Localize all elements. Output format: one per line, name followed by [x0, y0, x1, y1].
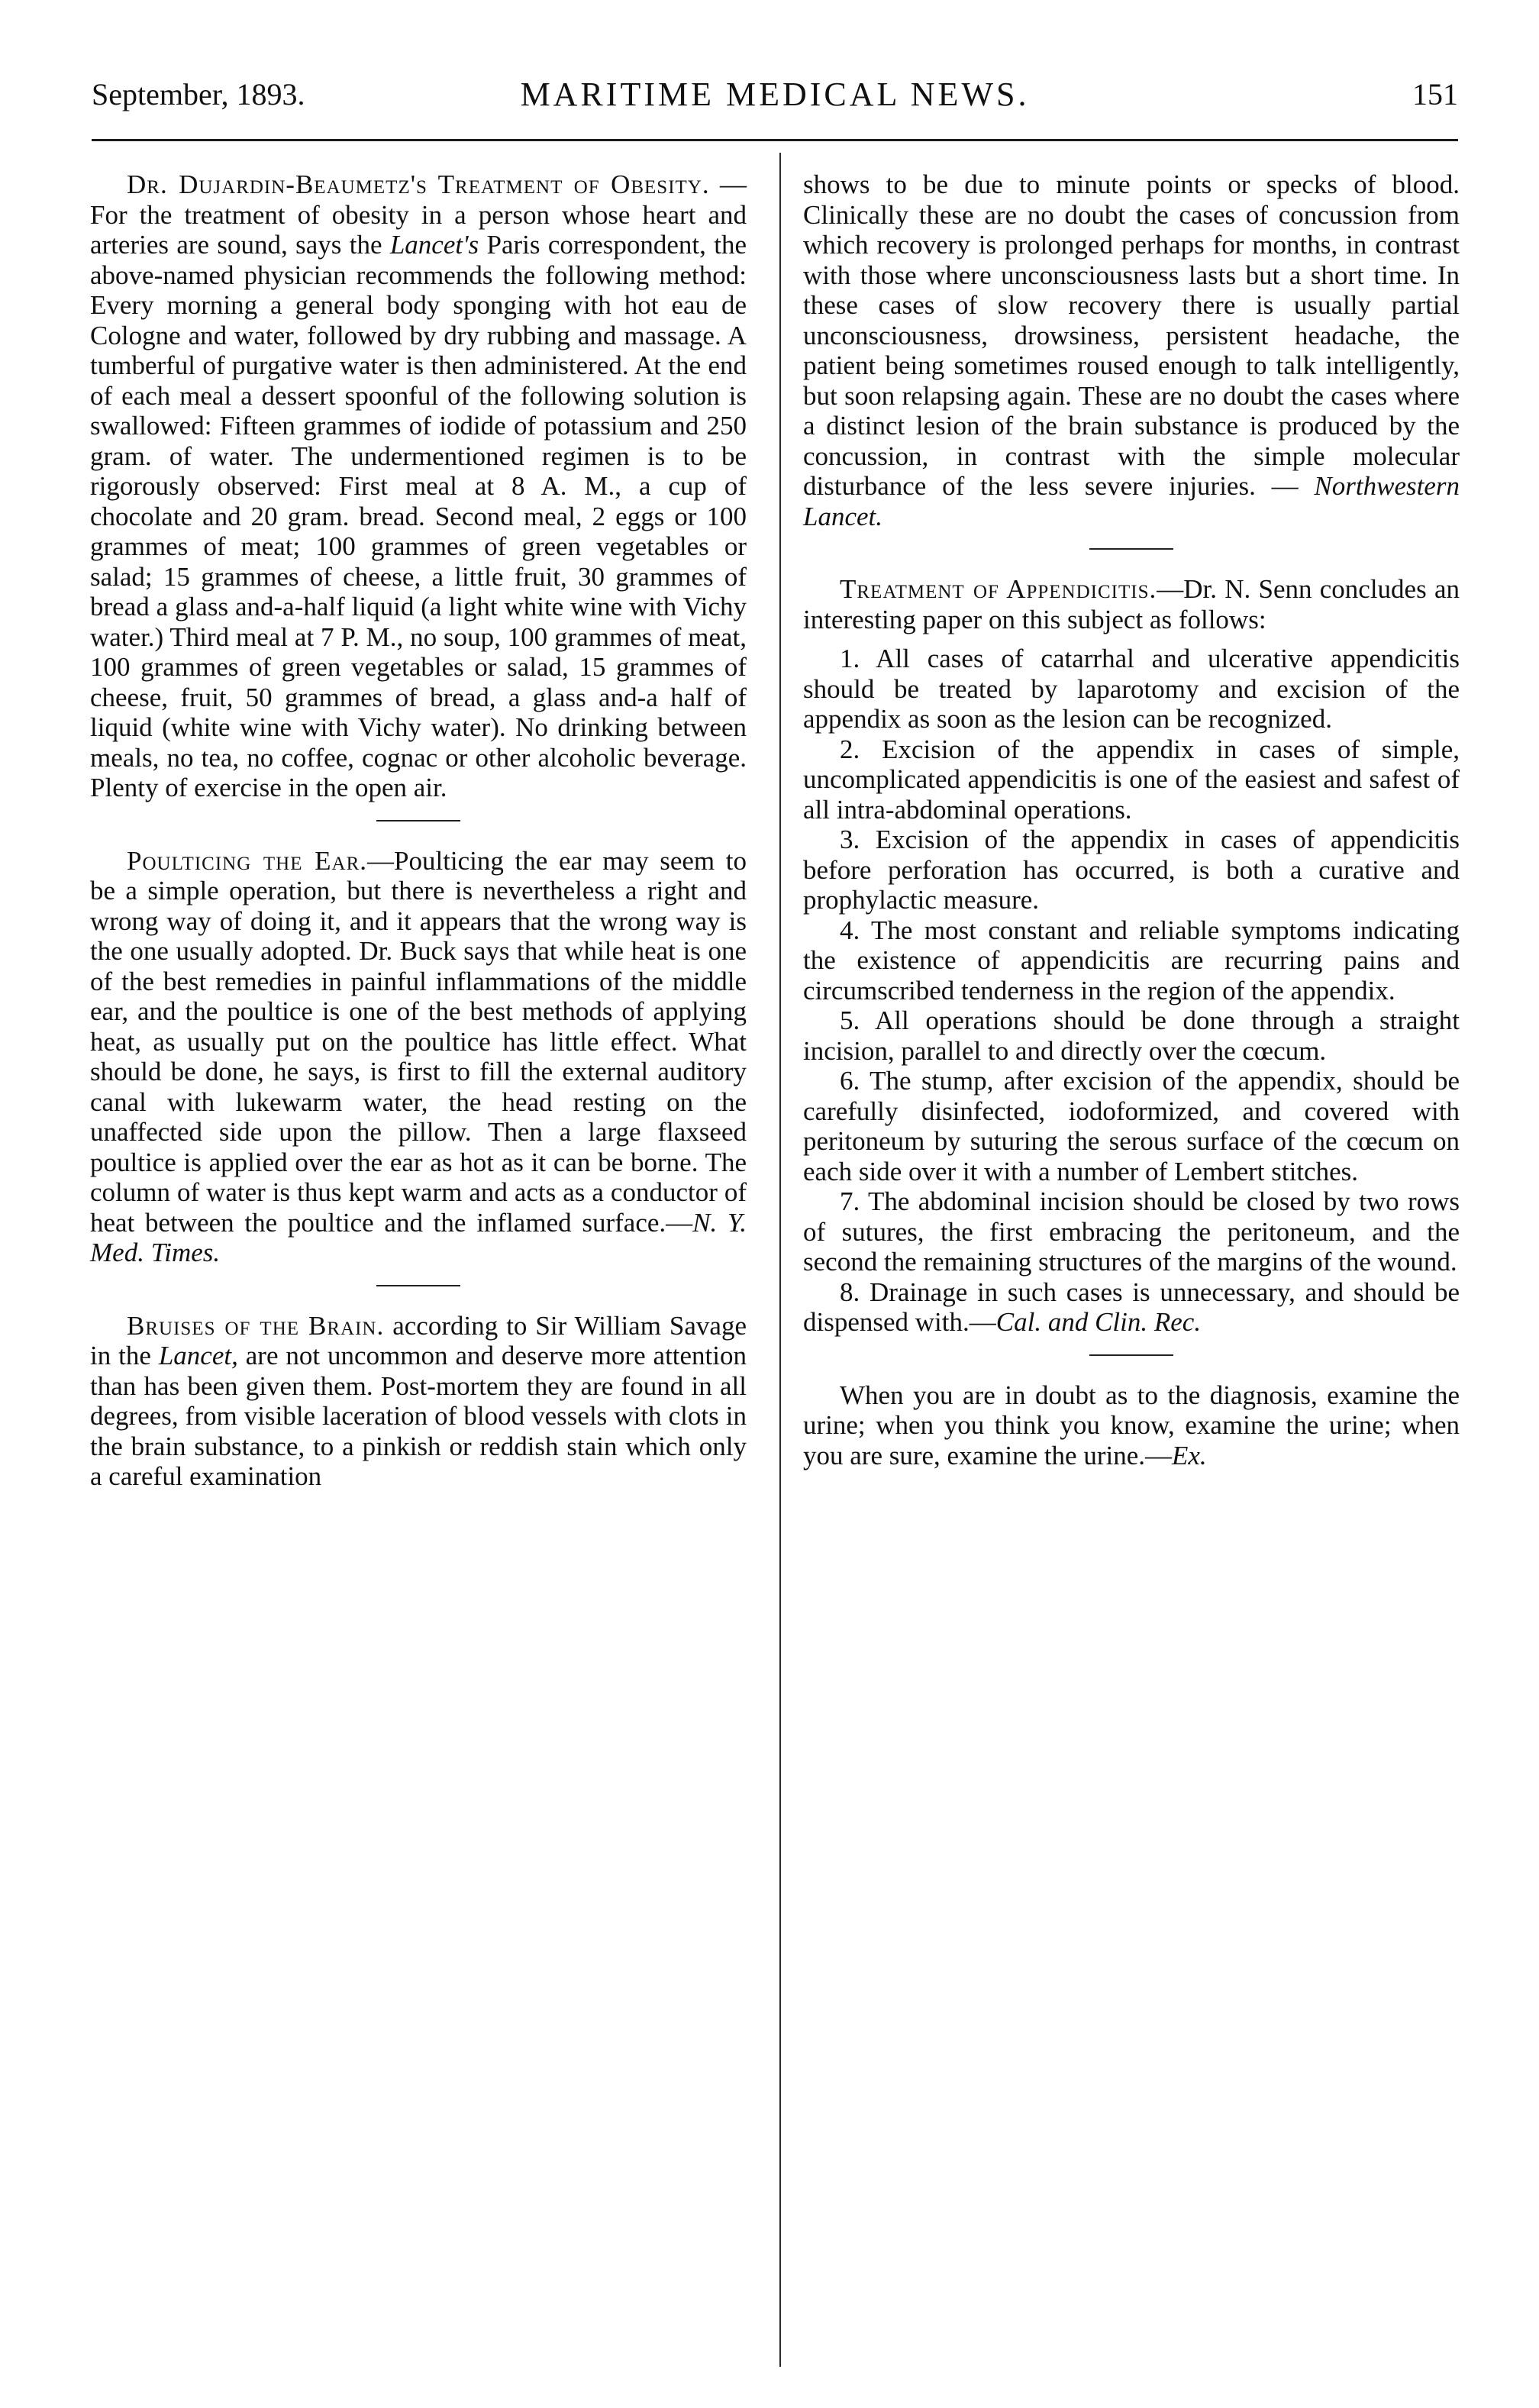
article-obesity-lead: — For the treatment of obesity in a person whose heart and arteries are sound, says the: [90, 169, 747, 260]
source-ny-med-times: N. Y. Med. Times.: [90, 1207, 747, 1267]
source-northwestern-lancet: Northwestern Lancet.: [803, 471, 1460, 531]
separator-rule: [376, 820, 460, 821]
list-item: 3. Excision of the appendix in cases of appendicitis before perforation has occurred, is both a curative and prophylactic measure.: [803, 825, 1460, 915]
article-urine: [803, 1380, 1460, 1471]
article-obesity: [90, 169, 747, 803]
header-rule: [92, 139, 1458, 141]
separator-rule: [1089, 548, 1173, 550]
article-title-brain: Bruises of the Brain.: [127, 1310, 385, 1341]
list-item: 1. All cases of catarrhal and ulcerative appendicitis should be treated by laparotomy and excision of the appendix as soon as the lesion can be recognized.: [803, 644, 1460, 734]
list-item-8: [803, 1277, 1460, 1338]
right-column: [803, 169, 1460, 1470]
list-item: 6. The stump, after excision of the appendix, should be carefully disinfected, iodoformized, and covered with peritoneum by suturing the serous surface of the cœcum on each side over it with a number of Lembert stitches.: [803, 1066, 1460, 1186]
list-item: 2. Excision of the appendix in cases of simple, uncomplicated appendicitis is one of the easiest and safest of all intra-abdominal operations.: [803, 734, 1460, 825]
journal-title: MARITIME MEDICAL NEWS.: [520, 76, 1030, 113]
header-date: September, 1893.: [92, 77, 305, 111]
list-item: 4. The most constant and reliable symptoms indicating the existence of appendicitis are recurring pains and circumscribed tenderness in the region of the appendix.: [803, 915, 1460, 1005]
article-title-ear: Poulticing the Ear.: [127, 845, 367, 876]
article-obesity-body: Paris correspondent, the above-named physician recommends the following method: Every morning a general body sponging with hot eau de Cologne and water, followed by dry rubbing and massage. A tumberful of purgative water is then administered. At the end of each meal a dessert spoonful of the following solution is swallowed: Fifteen grammes of iodide of potassium and 250 gram. of water. The undermentioned regimen is to be rigorously observed: First meal at 8 A. M., a cup of chocolate and 20 gram. bread. Second meal, 2 eggs or 100 grammes of meat; 100 grammes of green vegetables or salad; 15 grammes of cheese, a little fruit, 30 grammes of bread a glass and-a-half liquid (a light white wine with Vichy water.) Third meal at 7 P. M., no soup, 100 grammes of meat, 100 grammes of green vegetables or salad, 15 grammes of cheese, fruit, 50 grammes of bread, a glass and-a half of liquid (white wine with Vichy water). No drinking between meals, no tea, no coffee, cognac or other alcoholic beverage. Plenty of exercise in the open air.: [90, 230, 747, 802]
article-title-obesity: Dr. Dujardin-Beaumetz's Treatment of Obesity.: [127, 169, 710, 199]
left-column: [90, 169, 747, 1492]
article-appendicitis-intro: [803, 574, 1460, 634]
source-lancet: Lancet,: [158, 1341, 238, 1370]
column-divider: [779, 153, 781, 2367]
list-item-8-text: 8. Drainage in such cases is unnecessary, and should be dispensed with.—: [803, 1277, 1460, 1337]
article-ear-body: —Poulticing the ear may seem to be a simple operation, but there is nevertheless a right and wrong way of doing it, and it appears that the wrong way is the one usually adopted. Dr. Buck says that while heat is one of the best remedies in painful inflammations of the middle ear, and the poultice is one of the best methods of applying heat, as usually put on the poultice has little effect. What should be done, he says, is first to fill the external auditory canal with lukewarm water, the head resting on the unaffected side upon the pillow. Then a large flaxseed poultice is applied over the ear as hot as it can be borne. The column of water is thus kept warm and acts as a conductor of heat between the poultice and the inflamed surface.—: [90, 845, 747, 1238]
source-lancet-paris: Lancet's: [389, 230, 479, 260]
article-title-appendicitis: Treatment of Appendicitis.: [840, 574, 1157, 604]
article-brain-continued: [803, 169, 1460, 531]
article-brain-body-a: according to Sir William Savage in the: [90, 1310, 747, 1370]
page-number: 151: [1412, 77, 1458, 111]
separator-rule: [1089, 1354, 1173, 1356]
separator-rule: [376, 1285, 460, 1286]
article-brain-cont-body: shows to be due to minute points or specks of blood. Clinically these are no doubt the cases of concussion from which recovery is prolonged perhaps for months, in contrast with those where unconsciousness lasts but a short time. In these cases of slow recovery there is usually partial unconsciousness, drowsiness, persistent headache, the patient being sometimes roused enough to talk intelligently, but soon relapsing again. These are no doubt the cases where a distinct lesion of the brain substance is produced by the concussion, in contrast with the simple molecular disturbance of the less severe injuries. —: [803, 169, 1460, 501]
article-ear: [90, 846, 747, 1268]
source-ex: Ex.: [1172, 1440, 1207, 1470]
article-brain: [90, 1311, 747, 1492]
page-header: [92, 64, 1458, 125]
source-cal-clin-rec: Cal. and Clin. Rec.: [995, 1307, 1202, 1337]
list-item: 7. The abdominal incision should be closed by two rows of sutures, the first embracing the peritoneum, and the second the remaining structures of the margins of the wound.: [803, 1186, 1460, 1277]
list-item: 5. All operations should be done through a straight incision, parallel to and directly over the cœcum.: [803, 1005, 1460, 1066]
article-appendicitis-intro-text: —Dr. N. Senn concludes an interesting paper on this subject as follows:: [803, 574, 1460, 634]
article-brain-body-b: are not uncommon and deserve more attention than has been given them. Post-mortem they are found in all degrees, from visible laceration of blood vessels with clots in the brain substance, to a pinkish or reddish stain which only a careful examination: [90, 1341, 747, 1491]
article-urine-body: When you are in doubt as to the diagnosis, examine the urine; when you think you know, examine the urine; when you are sure, examine the urine.—: [803, 1380, 1460, 1470]
